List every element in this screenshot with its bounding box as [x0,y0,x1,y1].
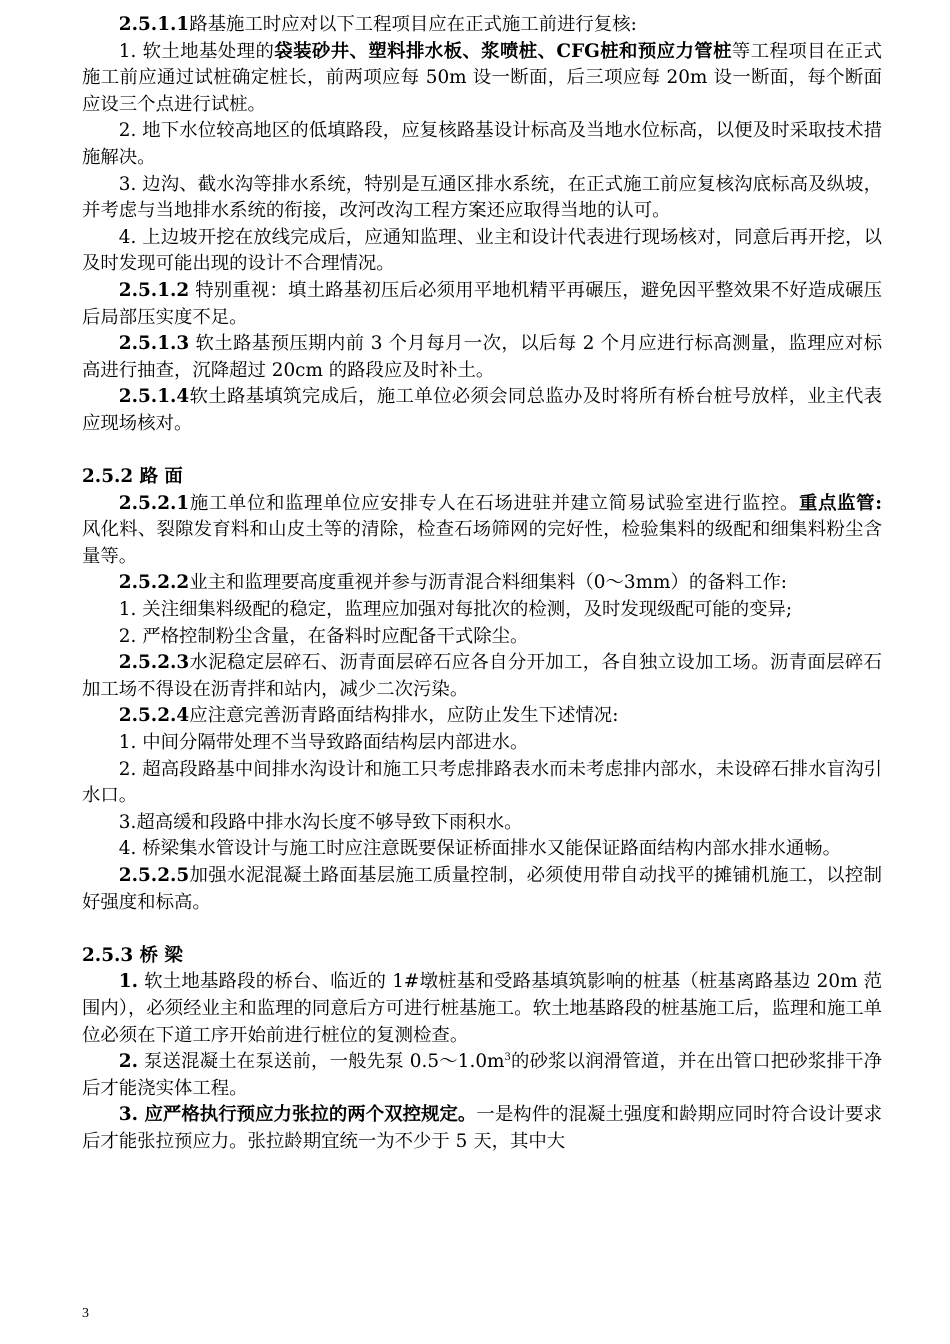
para-2-5-1-2 [82,278,882,331]
clause-text: 软土路基填筑完成后，施工单位必须会同总监办及时将所有桥台桩号放样，业主代表应现场核对。 [82,386,882,434]
bold-phrase: 重点监管: [799,492,882,514]
section-heading-pavement: 2.5.2 路 面 [82,466,183,488]
para-2-5-2-5: 2.5.2.5加强水泥混凝土路面基层施工质量控制，必须使用带自动找平的摊铺机施工，以控制好强度和标高。 [82,865,882,913]
para-2-5-2-4: 2.5.2.4应注意完善沥青路面结构排水，应防止发生下述情况: [118,705,619,727]
clause-number: 2.5.2.2 [118,572,190,594]
bold-phrase: 袋装砂井、塑料排水板、浆喷桩、CFG桩和预应力管桩 [274,40,732,62]
list-item-slope: 4. 上边坡开挖在放线完成后，应通知监理、业主和设计代表进行现场核对，同意后再开挖，以及时发现可能出现的设计不合理情况。 [82,226,882,275]
clause-number: 2.5.1.3 [118,333,190,355]
item-number: 1. [118,971,138,993]
section-heading-bridge: 2.5.3 桥 梁 [82,944,183,966]
clause-text: 软土路基预压期内前 3 个月每月一次，以后每 2 个月应进行标高测量，监理应对标高进行抽查，沉降超过 20cm 的路段应及时补土。 [82,333,882,381]
para-2-5-2-3: 2.5.2.3水泥稳定层碎石、沥青面层碎石应各自分开加工，各自独立设加工场。沥青面层碎石加工场不得设在沥青拌和站内，减少二次污染。 [82,652,882,700]
para-2-5-2-2: 2.5.2.2业主和监理要高度重视并参与沥青混合料细集料（0～3mm）的备料工作: [118,572,788,594]
clause-number: 2.5.2.5 [118,865,190,886]
clause-number: 2.5.2.1 [118,492,190,514]
list-item-groundwater: 2. 地下水位较高地区的低填路段，应复核路基设计标高及当地水位标高，以便及时采取技术措施解决。 [82,120,882,168]
spacer [82,916,882,943]
list-item: 2. 超高段路基中间排水沟设计和施工只考虑排路表水而未考虑排内部水，未设碎石排水盲沟引水口。 [82,758,882,807]
list-item: 3.超高缓和段路中排水沟长度不够导致下雨积水。 [118,811,523,833]
item-number: 3. [118,1104,138,1126]
clause-number: 2.5.2.4 [118,705,190,727]
list-item-softsoil: 1. 软土地基处理的袋装砂井、塑料排水板、浆喷桩、CFG桩和预应力管桩等工程项目在正式施工前应通过试桩确定桩长，前两项应每 50m 设一断面，后三项应每 20m 设一断面，每个断面应设三个点进行试桩。 [82,40,882,115]
item-number: 2. [118,1051,138,1073]
list-item: 4. 桥梁集水管设计与施工时应注意既要保证桥面排水又能保证路面结构内部水排水通畅。 [118,838,842,860]
bridge-item-3: 3. 应严格执行预应力张拉的两个双控规定。一是构件的混凝土强度和龄期应同时符合设计要求后才能张拉预应力。张拉龄期宜统一为不少于 5 天，其中大 [82,1104,882,1152]
list-item: 1. 关注细集料级配的稳定，监理应加强对每批次的检测，及时发现级配可能的变异; [118,599,793,621]
clause-text: 特别重视：填土路基初压后必须用平地机精平再碾压，避免因平整效果不好造成碾压后局部压实度不足。 [82,279,882,328]
para-2-5-1-4 [82,384,882,437]
bridge-item-2: 2. 泵送混凝土在泵送前，一般先泵 $0.5\sim 1.0m^3$的砂浆以润滑管道，并在出管口把砂浆排干净后才能浇实体工程。 [82,1051,882,1099]
para-2-5-1-1 [82,12,882,39]
spacer [82,438,882,465]
document-page [82,12,882,1156]
bridge-item-1: 1. 软土地基路段的桥台、临近的 1#墩桩基和受路基填筑影响的桩基（桩基离路基边 20m 范围内），必须经业主和监理的同意后方可进行桩基施工。软土地基路段的桩基施工后，监理和施工单位必须在下道工序开始前进行桩位的复测检查。 [82,971,882,1046]
superscript: 3 [504,1052,511,1064]
list-item-drainage: 3. 边沟、截水沟等排水系统，特别是互通区排水系统，在正式施工前应复核沟底标高及纵坡，并考虑与当地排水系统的衔接，改河改沟工程方案还应取得当地的认可。 [82,173,882,222]
clause-number: 2.5.2.3 [118,652,190,674]
clause-number: 2.5.1.2 [118,279,190,301]
clause-number: 2.5.1.4 [118,386,190,408]
para-2-5-1-3 [82,331,882,384]
clause-number: 2.5.1.1 [118,14,190,35]
page-number: 3 [82,1306,89,1321]
bold-phrase: 应严格执行预应力张拉的两个双控规定。 [138,1104,477,1126]
clause-text: 路基施工时应对以下工程项目应在正式施工前进行复核: [189,14,637,35]
list-item: 2. 严格控制粉尘含量，在备料时应配备干式除尘。 [118,625,529,647]
list-item: 1. 中间分隔带处理不当导致路面结构层内部进水。 [118,732,529,754]
para-2-5-2-1: 2.5.2.1施工单位和监理单位应安排专人在石场进驻并建立简易试验室进行监控。重点监管: 风化料、裂隙发育料和山皮土等的清除，检查石场筛网的完好性，检验集料的级配和细集料粉尘含量等。 [82,492,882,567]
